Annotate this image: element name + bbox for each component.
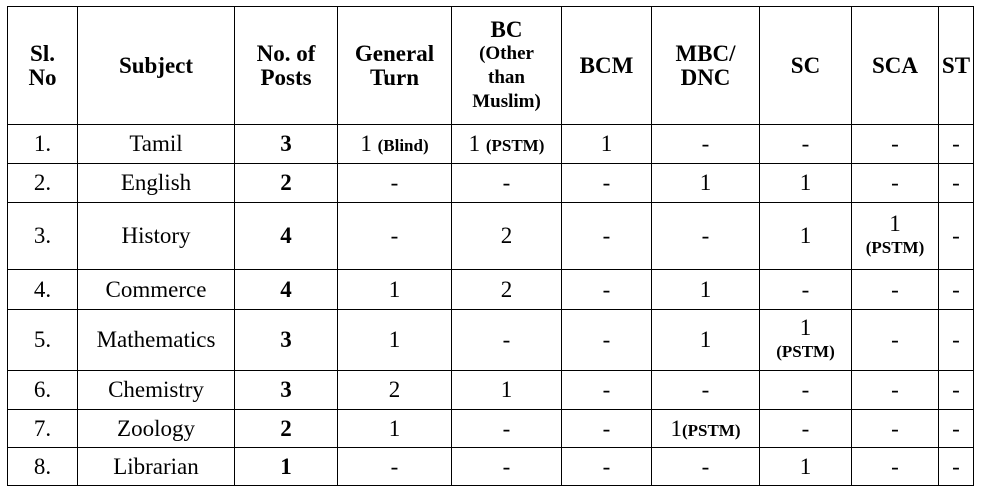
st-cell: - <box>939 371 974 410</box>
sc-cell: - <box>760 270 852 310</box>
general-turn-cell: - <box>338 448 452 486</box>
sl-no-cell: 4. <box>8 270 78 310</box>
sl-no-cell: 3. <box>8 203 78 270</box>
bcm-cell: - <box>562 410 652 448</box>
sca-cell: - <box>852 410 939 448</box>
sl-no-cell: 8. <box>8 448 78 486</box>
bcm-cell: - <box>562 310 652 371</box>
header-no-of-posts: No. of Posts <box>235 7 338 125</box>
sca-cell: - <box>852 164 939 203</box>
bc-cell: - <box>452 448 562 486</box>
st-cell: - <box>939 164 974 203</box>
sc-cell: - <box>760 371 852 410</box>
sca-cell: - <box>852 448 939 486</box>
header-subject: Subject <box>78 7 235 125</box>
sl-no-cell: 2. <box>8 164 78 203</box>
posts-cell: 4 <box>235 203 338 270</box>
sc-cell: 1 <box>760 164 852 203</box>
header-sc: SC <box>760 7 852 125</box>
subject-cell: Tamil <box>78 125 235 164</box>
subject-cell: English <box>78 164 235 203</box>
header-general-turn: General Turn <box>338 7 452 125</box>
sc-cell: - <box>760 410 852 448</box>
header-st: ST <box>939 7 974 125</box>
header-bcm: BCM <box>562 7 652 125</box>
bc-cell: - <box>452 164 562 203</box>
mbc-dnc-cell: 1(PSTM) <box>652 410 760 448</box>
bc-cell: 1 <box>452 371 562 410</box>
mbc-dnc-cell: 1 <box>652 164 760 203</box>
posts-table <box>7 6 974 486</box>
general-turn-cell: - <box>338 164 452 203</box>
bc-cell: 2 <box>452 270 562 310</box>
bcm-cell: - <box>562 164 652 203</box>
mbc-dnc-cell: - <box>652 125 760 164</box>
posts-cell: 3 <box>235 310 338 371</box>
sl-no-cell: 5. <box>8 310 78 371</box>
mbc-dnc-cell: 1 <box>652 270 760 310</box>
table-row <box>8 410 974 448</box>
table-row <box>8 203 974 270</box>
subject-cell: History <box>78 203 235 270</box>
header-sl-no: Sl. No <box>8 7 78 125</box>
general-turn-cell: 1 <box>338 270 452 310</box>
general-turn-cell: - <box>338 203 452 270</box>
sc-cell: 1 <box>760 203 852 270</box>
st-cell: - <box>939 203 974 270</box>
subject-cell: Commerce <box>78 270 235 310</box>
sca-cell: - <box>852 371 939 410</box>
general-turn-cell: 1 <box>338 410 452 448</box>
bcm-cell: - <box>562 448 652 486</box>
subject-cell: Zoology <box>78 410 235 448</box>
st-cell: - <box>939 310 974 371</box>
mbc-dnc-cell: 1 <box>652 310 760 371</box>
bcm-cell: 1 <box>562 125 652 164</box>
subject-cell: Mathematics <box>78 310 235 371</box>
general-turn-cell: 2 <box>338 371 452 410</box>
header-mbc-dnc: MBC/ DNC <box>652 7 760 125</box>
sca-cell: 1 (PSTM) <box>852 203 939 270</box>
mbc-dnc-cell: - <box>652 203 760 270</box>
table-row <box>8 371 974 410</box>
header-bc: BC (Other than Muslim) <box>452 7 562 125</box>
table-row <box>8 125 974 164</box>
table-row <box>8 164 974 203</box>
table-row <box>8 448 974 486</box>
sl-no-cell: 7. <box>8 410 78 448</box>
subject-cell: Chemistry <box>78 371 235 410</box>
header-row <box>8 7 974 125</box>
posts-cell: 4 <box>235 270 338 310</box>
bcm-cell: - <box>562 203 652 270</box>
sca-cell: - <box>852 125 939 164</box>
sl-no-cell: 1. <box>8 125 78 164</box>
bc-cell: 2 <box>452 203 562 270</box>
table-row <box>8 310 974 371</box>
subject-cell: Librarian <box>78 448 235 486</box>
bc-cell: - <box>452 310 562 371</box>
general-turn-cell: 1 (Blind) <box>338 125 452 164</box>
sc-cell: 1 (PSTM) <box>760 310 852 371</box>
sca-cell: - <box>852 270 939 310</box>
mbc-dnc-cell: - <box>652 448 760 486</box>
sl-no-cell: 6. <box>8 371 78 410</box>
posts-cell: 3 <box>235 125 338 164</box>
sc-cell: 1 <box>760 448 852 486</box>
st-cell: - <box>939 410 974 448</box>
sc-cell: - <box>760 125 852 164</box>
mbc-dnc-cell: - <box>652 371 760 410</box>
bc-cell: - <box>452 410 562 448</box>
st-cell: - <box>939 125 974 164</box>
bcm-cell: - <box>562 371 652 410</box>
sca-cell: - <box>852 310 939 371</box>
general-turn-cell: 1 <box>338 310 452 371</box>
table-row <box>8 270 974 310</box>
st-cell: - <box>939 448 974 486</box>
bc-cell: 1 (PSTM) <box>452 125 562 164</box>
posts-cell: 1 <box>235 448 338 486</box>
posts-cell: 2 <box>235 164 338 203</box>
posts-cell: 2 <box>235 410 338 448</box>
header-sca: SCA <box>852 7 939 125</box>
posts-cell: 3 <box>235 371 338 410</box>
bcm-cell: - <box>562 270 652 310</box>
st-cell: - <box>939 270 974 310</box>
